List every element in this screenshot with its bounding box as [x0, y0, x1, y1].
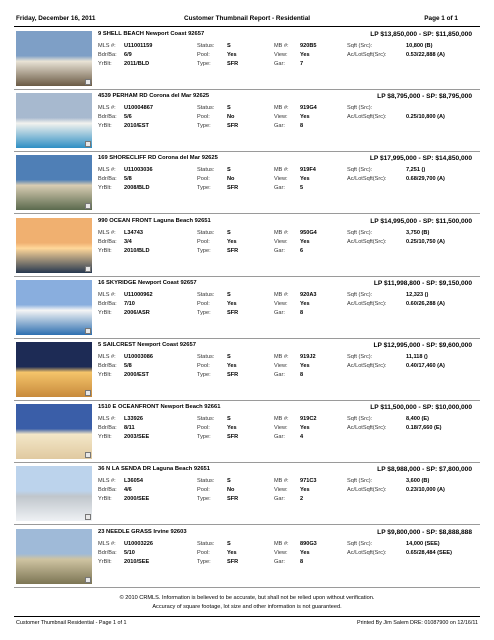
row-divider [14, 151, 480, 152]
page-count: Page 1 of 1 [424, 15, 458, 22]
field-value-view: Yes [300, 300, 310, 307]
field-value-mb: 890G3 [300, 540, 317, 547]
listing-address: 16 SKYRIDGE Newport Coast 92657 [98, 279, 197, 286]
property-photo[interactable] [16, 155, 92, 210]
field-label-mls: MLS #: [98, 291, 116, 298]
property-photo[interactable] [16, 280, 92, 335]
field-label-view: View: [274, 238, 288, 245]
field-label-mb: MB #: [274, 354, 289, 360]
field-value-gar: 8 [300, 558, 304, 565]
field-label-pool: Pool: [197, 487, 210, 494]
field-value-pool: Yes [227, 425, 237, 432]
field-value-yrblt: 2006/ASR [124, 309, 150, 316]
field-label-lot: Ac/LotSqft(Src): [347, 300, 387, 307]
field-value-mb: 919G4 [300, 105, 317, 112]
listing-address: 990 OCEAN FRONT Laguna Beach 92651 [98, 217, 211, 224]
field-label-sqft: Sqft (Src): [347, 416, 373, 423]
property-photo[interactable] [16, 404, 92, 459]
field-label-mls: MLS #: [98, 540, 116, 547]
field-label-mb: MB #: [274, 229, 289, 236]
field-value-lot: 0.25/10,750 (A) [406, 238, 445, 245]
field-value-yrblt: 2010/EST [124, 123, 149, 130]
field-value-type: SFR [227, 309, 239, 316]
report-date: Friday, December 16, 2011 [16, 15, 96, 22]
field-value-bdr: 5/10 [124, 549, 135, 556]
field-value-pool: Yes [227, 300, 237, 307]
field-label-mls: MLS #: [98, 229, 116, 236]
field-value-status: S [227, 229, 231, 236]
property-photo[interactable] [16, 529, 92, 584]
field-label-type: Type: [197, 185, 211, 192]
field-value-type: SFR [227, 123, 239, 130]
field-value-sqft: 3,750 (B) [406, 229, 430, 236]
field-value-bdr: 7/10 [124, 300, 135, 307]
row-divider [14, 89, 480, 90]
field-label-mb: MB #: [274, 478, 289, 485]
field-label-lot: Ac/LotSqft(Src): [347, 363, 387, 369]
field-label-pool: Pool: [197, 114, 210, 121]
report-header [14, 14, 480, 25]
field-value-type: SFR [227, 247, 239, 254]
field-value-mls: U11001159 [124, 43, 153, 49]
field-value-status: S [227, 478, 231, 485]
listing-price: LP $12,995,000 - SP: $9,600,000 [373, 342, 472, 349]
field-label-lot: Ac/LotSqft(Src): [347, 176, 387, 183]
field-label-pool: Pool: [197, 52, 210, 58]
field-value-sqft: 8,400 (E) [406, 416, 430, 423]
field-value-status: S [227, 291, 231, 298]
field-value-mls: U10003086 [124, 354, 153, 360]
field-value-sqft: 3,600 (B) [406, 478, 430, 485]
field-value-mls: U11000962 [124, 291, 153, 298]
field-value-status: S [227, 354, 231, 360]
field-label-yrblt: YrBlt: [98, 185, 112, 192]
photo-flag-icon [85, 266, 91, 272]
photo-flag-icon [85, 452, 91, 458]
field-value-bdr: 8/11 [124, 425, 135, 432]
field-value-mb: 919F4 [300, 167, 316, 174]
listing-address: 5 SAILCREST Newport Coast 92657 [98, 342, 196, 348]
field-value-status: S [227, 540, 231, 547]
field-value-yrblt: 2003/SEE [124, 434, 150, 441]
listing-row [14, 91, 480, 151]
listing-address: 4539 PERHAM RD Corona del Mar 92625 [98, 93, 210, 100]
field-value-pool: Yes [227, 52, 237, 58]
field-value-view: Yes [300, 114, 310, 121]
field-value-gar: 8 [300, 309, 304, 316]
row-divider [14, 587, 480, 588]
listing-row [14, 464, 480, 524]
field-value-view: Yes [300, 487, 310, 494]
field-label-sqft: Sqft (Src): [347, 291, 373, 298]
field-label-yrblt: YrBlt: [98, 496, 112, 503]
footer-printed-by: Printed By Jim Salem DRE: 01087900 on 12/16/11 [357, 620, 478, 626]
photo-flag-icon [85, 577, 91, 583]
field-label-yrblt: YrBlt: [98, 309, 112, 316]
field-label-bdr: Bdr/Ba: [98, 487, 117, 494]
field-label-pool: Pool: [197, 549, 210, 556]
field-value-mls: U11003036 [124, 167, 153, 174]
listing-price: LP $8,795,000 - SP: $8,795,000 [377, 93, 472, 101]
field-label-mls: MLS #: [98, 478, 116, 485]
field-value-view: Yes [300, 363, 310, 369]
row-divider [14, 276, 480, 277]
listing-price: LP $13,850,000 - SP: $11,850,000 [370, 31, 472, 38]
field-label-mls: MLS #: [98, 416, 116, 423]
field-value-gar: 6 [300, 247, 304, 254]
field-label-status: Status: [197, 478, 215, 485]
field-value-view: Yes [300, 176, 310, 183]
field-label-status: Status: [197, 416, 215, 423]
field-value-pool: No [227, 176, 235, 183]
footer-divider [14, 616, 480, 617]
field-value-gar: 5 [300, 185, 304, 192]
field-label-status: Status: [197, 354, 215, 360]
field-value-pool: Yes [227, 238, 237, 245]
field-label-gar: Gar: [274, 185, 285, 192]
field-value-mls: U10004867 [124, 105, 153, 112]
field-label-pool: Pool: [197, 300, 210, 307]
field-label-mb: MB #: [274, 167, 289, 174]
field-value-sqft: 11,118 () [406, 354, 428, 360]
field-value-gar: 8 [300, 123, 304, 130]
field-label-gar: Gar: [274, 434, 285, 441]
listing-address: 36 N LA SENDA DR Laguna Beach 92651 [98, 466, 211, 473]
field-label-bdr: Bdr/Ba: [98, 176, 117, 183]
field-value-bdr: 5/6 [124, 114, 132, 121]
listing-row [14, 278, 480, 338]
field-label-sqft: Sqft (Src): [347, 105, 373, 112]
field-label-sqft: Sqft (Src): [347, 167, 373, 174]
field-label-pool: Pool: [197, 238, 210, 245]
field-label-view: View: [274, 52, 288, 58]
field-value-type: SFR [227, 434, 239, 441]
field-value-gar: 8 [300, 372, 304, 378]
field-label-mb: MB #: [274, 105, 289, 112]
field-label-view: View: [274, 363, 288, 369]
field-label-bdr: Bdr/Ba: [98, 238, 117, 245]
listing-price: LP $8,988,000 - SP: $7,800,000 [377, 466, 472, 474]
field-label-lot: Ac/LotSqft(Src): [347, 487, 387, 494]
field-value-mb: 919C2 [300, 416, 317, 423]
field-label-bdr: Bdr/Ba: [98, 425, 117, 432]
property-photo[interactable] [16, 93, 92, 148]
field-value-type: SFR [227, 185, 239, 192]
footer-page-label: Customer Thumbnail Residential - Page 1 of 1 [16, 620, 127, 626]
field-label-bdr: Bdr/Ba: [98, 300, 117, 307]
row-divider [14, 400, 480, 401]
field-label-mls: MLS #: [98, 167, 116, 174]
field-label-mb: MB #: [274, 291, 289, 298]
field-value-type: SFR [227, 372, 239, 378]
field-label-mb: MB #: [274, 540, 289, 547]
field-label-status: Status: [197, 105, 215, 112]
field-value-lot: 0.23/10,000 (A) [406, 487, 445, 494]
photo-flag-icon [85, 514, 91, 520]
field-label-type: Type: [197, 123, 211, 130]
field-value-sqft: 7,251 () [406, 167, 426, 174]
field-label-status: Status: [197, 167, 215, 174]
field-value-type: SFR [227, 61, 239, 67]
field-label-status: Status: [197, 291, 215, 298]
listing-row [14, 340, 480, 400]
photo-flag-icon [85, 328, 91, 334]
field-value-yrblt: 2011/BLD [124, 61, 150, 67]
field-value-mls: L36054 [124, 478, 143, 485]
field-value-view: Yes [300, 238, 310, 245]
field-label-yrblt: YrBlt: [98, 61, 112, 67]
field-value-mb: 971C3 [300, 478, 317, 485]
report-title: Customer Thumbnail Report - Residential [183, 15, 311, 22]
listing-address: 1510 E OCEANFRONT Newport Beach 92661 [98, 404, 221, 411]
field-value-sqft: 14,000 (SEE) [406, 540, 440, 547]
field-label-view: View: [274, 176, 288, 183]
row-divider [14, 338, 480, 339]
field-label-mls: MLS #: [98, 43, 116, 49]
field-label-status: Status: [197, 229, 215, 236]
field-value-gar: 4 [300, 434, 304, 441]
listing-address: 169 SHORECLIFF RD Corona del Mar 92625 [98, 155, 218, 162]
field-label-sqft: Sqft (Src): [347, 43, 373, 49]
listing-row [14, 29, 480, 89]
property-photo[interactable] [16, 342, 92, 397]
field-value-yrblt: 2008/BLD [124, 185, 150, 192]
field-label-pool: Pool: [197, 425, 210, 432]
field-label-sqft: Sqft (Src): [347, 540, 373, 547]
field-label-bdr: Bdr/Ba: [98, 363, 117, 369]
listing-address: 9 SHELL BEACH Newport Coast 92657 [98, 31, 205, 37]
field-value-mls: L34743 [124, 229, 143, 236]
field-label-lot: Ac/LotSqft(Src): [347, 549, 387, 556]
field-value-lot: 0.65/28,484 (SEE) [406, 549, 453, 556]
field-label-bdr: Bdr/Ba: [98, 52, 117, 58]
field-label-status: Status: [197, 540, 215, 547]
field-label-sqft: Sqft (Src): [347, 478, 373, 485]
field-label-gar: Gar: [274, 496, 285, 503]
field-value-sqft: 10,800 (B) [406, 43, 433, 49]
field-label-type: Type: [197, 434, 211, 441]
field-label-pool: Pool: [197, 363, 210, 369]
disclaimer [14, 594, 480, 612]
field-label-mb: MB #: [274, 43, 289, 49]
field-label-type: Type: [197, 309, 211, 316]
field-label-sqft: Sqft (Src): [347, 229, 373, 236]
row-divider [14, 462, 480, 463]
field-label-view: View: [274, 300, 288, 307]
field-value-bdr: 5/8 [124, 363, 132, 369]
field-value-gar: 7 [300, 61, 304, 67]
property-photo[interactable] [16, 466, 92, 521]
field-value-lot: 0.40/17,460 (A) [406, 363, 445, 369]
field-value-view: Yes [300, 52, 310, 58]
field-label-lot: Ac/LotSqft(Src): [347, 114, 387, 121]
listing-price: LP $17,995,000 - SP: $14,850,000 [369, 155, 472, 163]
photo-flag-icon [85, 203, 91, 209]
field-label-type: Type: [197, 61, 211, 67]
field-value-mb: 950G4 [300, 229, 317, 236]
field-value-yrblt: 2000/SEE [124, 496, 150, 503]
field-label-yrblt: YrBlt: [98, 247, 112, 254]
field-value-gar: 2 [300, 496, 304, 503]
field-value-status: S [227, 43, 231, 49]
field-value-sqft: 12,323 () [406, 291, 429, 298]
listing-price: LP $14,995,000 - SP: $11,500,000 [370, 217, 472, 225]
field-value-yrblt: 2000/EST [124, 372, 149, 378]
listing-price: LP $11,500,000 - SP: $10,000,000 [370, 404, 472, 412]
photo-flag-icon [85, 390, 91, 396]
listing-row [14, 402, 480, 462]
disclaimer-line-2: Accuracy of square footage, lot size and other information is not guaranteed. [152, 604, 342, 610]
field-label-mls: MLS #: [98, 354, 116, 360]
field-label-type: Type: [197, 372, 211, 378]
listing-price: LP $9,800,000 - SP: $8,888,888 [377, 528, 472, 536]
field-label-gar: Gar: [274, 558, 285, 565]
field-label-type: Type: [197, 247, 211, 254]
listing-row [14, 153, 480, 213]
field-label-gar: Gar: [274, 247, 285, 254]
field-label-yrblt: YrBlt: [98, 434, 112, 441]
field-label-gar: Gar: [274, 61, 285, 67]
field-label-lot: Ac/LotSqft(Src): [347, 238, 387, 245]
field-label-gar: Gar: [274, 372, 285, 378]
field-value-lot: 0.68/29,700 (A) [406, 176, 445, 183]
field-value-mls: L33926 [124, 416, 143, 423]
field-value-status: S [227, 416, 231, 423]
field-value-pool: No [227, 487, 235, 494]
field-label-view: View: [274, 114, 288, 121]
field-label-yrblt: YrBlt: [98, 123, 112, 130]
property-photo[interactable] [16, 31, 92, 86]
field-label-lot: Ac/LotSqft(Src): [347, 425, 387, 432]
field-value-status: S [227, 105, 231, 112]
field-value-bdr: 5/8 [124, 176, 132, 183]
listing-address: 23 NEEDLE GRASS Irvine 92603 [98, 528, 187, 535]
photo-flag-icon [85, 141, 91, 147]
row-divider [14, 213, 480, 214]
field-label-bdr: Bdr/Ba: [98, 114, 117, 121]
field-label-gar: Gar: [274, 123, 285, 130]
field-label-view: View: [274, 487, 288, 494]
field-value-mb: 919J2 [300, 354, 316, 360]
field-label-view: View: [274, 425, 288, 432]
field-value-view: Yes [300, 549, 310, 556]
field-value-lot: 0.25/10,800 (A) [406, 114, 445, 121]
field-label-status: Status: [197, 43, 215, 49]
field-value-yrblt: 2010/BLD [124, 247, 150, 254]
field-value-bdr: 4/6 [124, 487, 132, 494]
disclaimer-line-1: © 2010 CRMLS. Information is believed to be accurate, but shall not be relied upon without verification. [119, 595, 375, 601]
field-label-type: Type: [197, 496, 211, 503]
field-value-lot: 0.18/7,660 (E) [406, 425, 442, 432]
field-value-type: SFR [227, 496, 239, 503]
row-divider [14, 524, 480, 525]
field-label-mls: MLS #: [98, 105, 116, 112]
field-label-sqft: Sqft (Src): [347, 354, 373, 360]
field-value-yrblt: 2010/SEE [124, 558, 150, 565]
field-label-lot: Ac/LotSqft(Src): [347, 52, 387, 58]
field-value-lot: 0.53/22,888 (A) [406, 52, 445, 58]
listing-row [14, 527, 480, 587]
field-value-lot: 0.60/26,288 (A) [406, 300, 445, 307]
field-label-gar: Gar: [274, 309, 285, 316]
photo-flag-icon [85, 79, 91, 85]
field-value-bdr: 3/4 [124, 238, 132, 245]
header-divider [14, 26, 480, 27]
field-value-pool: No [227, 114, 235, 121]
field-value-status: S [227, 167, 231, 174]
field-label-bdr: Bdr/Ba: [98, 549, 117, 556]
field-value-bdr: 6/9 [124, 52, 132, 58]
field-label-yrblt: YrBlt: [98, 558, 112, 565]
field-value-view: Yes [300, 425, 310, 432]
property-photo[interactable] [16, 218, 92, 273]
field-label-view: View: [274, 549, 288, 556]
listing-price: LP $11,998,800 - SP: $9,150,000 [373, 279, 472, 287]
field-label-type: Type: [197, 558, 211, 565]
field-value-pool: Yes [227, 549, 237, 556]
field-value-mb: 920A3 [300, 291, 317, 298]
field-label-pool: Pool: [197, 176, 210, 183]
field-value-mls: U10003226 [124, 540, 153, 547]
listing-row [14, 216, 480, 276]
field-value-mb: 920B5 [300, 43, 317, 49]
field-label-yrblt: YrBlt: [98, 372, 112, 378]
field-value-pool: Yes [227, 363, 237, 369]
field-label-mb: MB #: [274, 416, 289, 423]
field-value-type: SFR [227, 558, 239, 565]
